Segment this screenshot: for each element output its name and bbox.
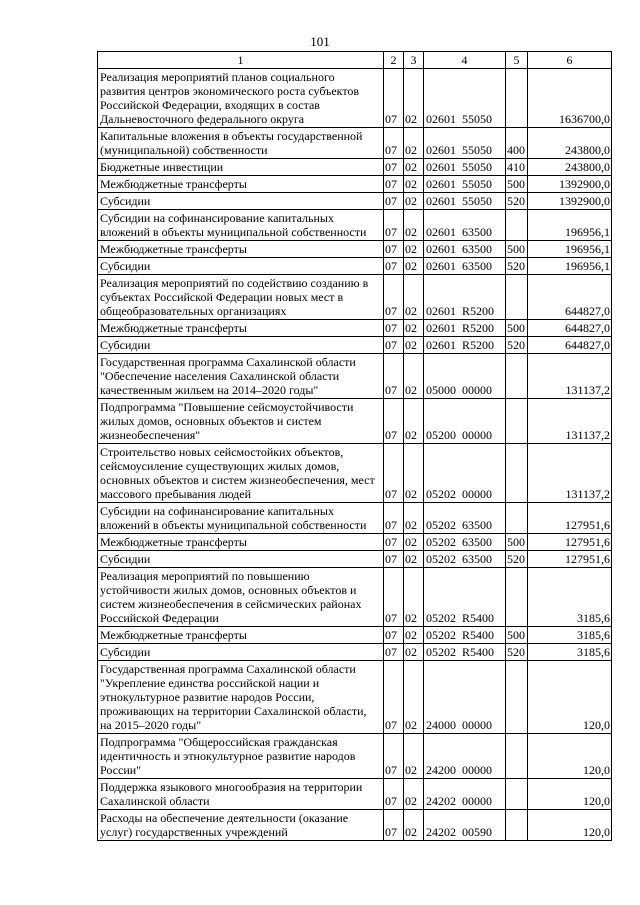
subsection-code: 02: [404, 661, 424, 734]
target-article-program: 02601: [426, 112, 456, 126]
table-header-row: [98, 52, 612, 69]
amount: 127951,6: [528, 534, 612, 551]
target-article-direction: 63500: [462, 259, 492, 273]
expense-type-code: [506, 503, 528, 534]
expense-type-code: [506, 661, 528, 734]
table-row: [98, 320, 612, 337]
target-article-code: [424, 320, 506, 337]
amount: 120,0: [528, 734, 612, 779]
target-article-program: 24202: [426, 825, 456, 839]
expense-type-code: 520: [506, 644, 528, 661]
table-row: [98, 337, 612, 354]
target-article-code: [424, 193, 506, 210]
section-code: 07: [384, 176, 404, 193]
target-article-code: [424, 159, 506, 176]
header-cell: 2: [384, 52, 404, 69]
item-name: Субсидии на софинансирование капитальных вложений в объекты муниципальной собственности: [98, 503, 384, 534]
subsection-code: 02: [404, 779, 424, 810]
target-article-program: 05202: [426, 552, 456, 566]
target-article-code: [424, 534, 506, 551]
section-code: 07: [384, 551, 404, 568]
section-code: 07: [384, 779, 404, 810]
amount: 3185,6: [528, 644, 612, 661]
target-article-code: [424, 128, 506, 159]
section-code: 07: [384, 128, 404, 159]
amount: 1636700,0: [528, 69, 612, 128]
item-name: Реализация мероприятий планов социального развития центров экономического роста субъектов Российской Федерации, входящих в состав Дальневосточного федерального округа: [98, 69, 384, 128]
table-row: [98, 210, 612, 241]
expense-type-code: [506, 568, 528, 627]
target-article-code: [424, 176, 506, 193]
target-article-program: 05202: [426, 518, 456, 532]
target-article-direction: 63500: [462, 242, 492, 256]
amount: 120,0: [528, 661, 612, 734]
section-code: 07: [384, 644, 404, 661]
item-name: Государственная программа Сахалинской области "Обеспечение населения Сахалинской области качественным жильем на 2014–2020 годы": [98, 354, 384, 399]
target-article-program: 05202: [426, 611, 456, 625]
table-row: [98, 734, 612, 779]
subsection-code: 02: [404, 534, 424, 551]
target-article-code: [424, 354, 506, 399]
table-row: [98, 176, 612, 193]
target-article-code: [424, 210, 506, 241]
section-code: 07: [384, 503, 404, 534]
item-name: Строительство новых сейсмостойких объектов, сейсмоусиление существующих жилых домов, основных объектов и систем жизнеобеспечения, мест массового пребывания людей: [98, 444, 384, 503]
item-name: Поддержка языкового многообразия на территории Сахалинской области: [98, 779, 384, 810]
subsection-code: 02: [404, 241, 424, 258]
amount: 3185,6: [528, 627, 612, 644]
subsection-code: 02: [404, 69, 424, 128]
target-article-direction: 55050: [462, 160, 492, 174]
section-code: 07: [384, 275, 404, 320]
subsection-code: 02: [404, 159, 424, 176]
expense-type-code: 400: [506, 128, 528, 159]
target-article-code: [424, 337, 506, 354]
amount: 1392900,0: [528, 176, 612, 193]
item-name: Межбюджетные трансферты: [98, 176, 384, 193]
expense-type-code: 500: [506, 320, 528, 337]
amount: 644827,0: [528, 337, 612, 354]
table-row: [98, 399, 612, 444]
target-article-program: 24000: [426, 718, 456, 732]
expense-type-code: 500: [506, 241, 528, 258]
target-article-program: 05000: [426, 383, 456, 397]
target-article-code: [424, 399, 506, 444]
target-article-program: 05202: [426, 628, 456, 642]
table-row: [98, 627, 612, 644]
section-code: 07: [384, 337, 404, 354]
target-article-direction: 00000: [462, 487, 492, 501]
subsection-code: 02: [404, 627, 424, 644]
page-number: 101: [310, 34, 330, 49]
table-row: [98, 193, 612, 210]
section-code: 07: [384, 210, 404, 241]
amount: 1392900,0: [528, 193, 612, 210]
target-article-direction: 55050: [462, 143, 492, 157]
item-name: Межбюджетные трансферты: [98, 627, 384, 644]
section-code: 07: [384, 661, 404, 734]
subsection-code: 02: [404, 176, 424, 193]
expense-type-code: 520: [506, 193, 528, 210]
item-name: Субсидии: [98, 258, 384, 275]
expense-type-code: 410: [506, 159, 528, 176]
item-name: Реализация мероприятий по повышению устойчивости жилых домов, основных объектов и систем жизнеобеспечения в сейсмических районах Российской Федерации: [98, 568, 384, 627]
amount: 127951,6: [528, 551, 612, 568]
target-article-program: 02601: [426, 338, 456, 352]
target-article-direction: R5200: [462, 321, 495, 335]
header-cell: 6: [528, 52, 612, 69]
expense-type-code: [506, 399, 528, 444]
target-article-code: [424, 661, 506, 734]
table-row: [98, 779, 612, 810]
subsection-code: 02: [404, 399, 424, 444]
subsection-code: 02: [404, 444, 424, 503]
target-article-direction: 63500: [462, 225, 492, 239]
subsection-code: 02: [404, 275, 424, 320]
amount: 127951,6: [528, 503, 612, 534]
table-row: [98, 241, 612, 258]
target-article-direction: R5400: [462, 628, 495, 642]
target-article-direction: 00000: [462, 794, 492, 808]
amount: 131137,2: [528, 354, 612, 399]
item-name: Подпрограмма "Общероссийская гражданская идентичность и этнокультурное развитие народов России": [98, 734, 384, 779]
header-cell: 1: [98, 52, 384, 69]
target-article-direction: 00590: [462, 825, 492, 839]
subsection-code: 02: [404, 337, 424, 354]
target-article-program: 24202: [426, 794, 456, 808]
section-code: 07: [384, 320, 404, 337]
target-article-program: 05200: [426, 428, 456, 442]
expense-type-code: [506, 275, 528, 320]
target-article-direction: R5200: [462, 338, 495, 352]
target-article-code: [424, 258, 506, 275]
budget-table: [97, 51, 612, 841]
subsection-code: 02: [404, 644, 424, 661]
table-row: [98, 444, 612, 503]
amount: 644827,0: [528, 275, 612, 320]
subsection-code: 02: [404, 503, 424, 534]
target-article-code: [424, 503, 506, 534]
target-article-program: 02601: [426, 225, 456, 239]
table-row: [98, 568, 612, 627]
section-code: 07: [384, 354, 404, 399]
subsection-code: 02: [404, 210, 424, 241]
table-row: [98, 275, 612, 320]
section-code: 07: [384, 399, 404, 444]
target-article-code: [424, 779, 506, 810]
target-article-direction: 55050: [462, 194, 492, 208]
target-article-program: 02601: [426, 321, 456, 335]
item-name: Подпрограмма "Повышение сейсмоустойчивости жилых домов, основных объектов и систем жизнеобеспечения": [98, 399, 384, 444]
table-row: [98, 534, 612, 551]
amount: 120,0: [528, 779, 612, 810]
item-name: Межбюджетные трансферты: [98, 241, 384, 258]
target-article-direction: 63500: [462, 535, 492, 549]
expense-type-code: [506, 444, 528, 503]
section-code: 07: [384, 159, 404, 176]
amount: 196956,1: [528, 241, 612, 258]
item-name: Расходы на обеспечение деятельности (оказание услуг) государственных учреждений: [98, 810, 384, 841]
item-name: Межбюджетные трансферты: [98, 320, 384, 337]
item-name: Межбюджетные трансферты: [98, 534, 384, 551]
subsection-code: 02: [404, 193, 424, 210]
target-article-code: [424, 810, 506, 841]
section-code: 07: [384, 534, 404, 551]
amount: 243800,0: [528, 128, 612, 159]
target-article-direction: 00000: [462, 428, 492, 442]
expense-type-code: [506, 734, 528, 779]
target-article-program: 02601: [426, 304, 456, 318]
header-cell: 4: [424, 52, 506, 69]
table-row: [98, 503, 612, 534]
item-name: Бюджетные инвестиции: [98, 159, 384, 176]
target-article-direction: 00000: [462, 383, 492, 397]
table-row: [98, 810, 612, 841]
section-code: 07: [384, 627, 404, 644]
item-name: Субсидии: [98, 644, 384, 661]
target-article-program: 02601: [426, 177, 456, 191]
target-article-program: 24200: [426, 763, 456, 777]
expense-type-code: [506, 210, 528, 241]
item-name: Субсидии: [98, 193, 384, 210]
table-row: [98, 159, 612, 176]
target-article-code: [424, 551, 506, 568]
target-article-program: 02601: [426, 194, 456, 208]
expense-type-code: [506, 69, 528, 128]
section-code: 07: [384, 568, 404, 627]
table-row: [98, 354, 612, 399]
target-article-direction: R5400: [462, 611, 495, 625]
item-name: Субсидии: [98, 551, 384, 568]
amount: 196956,1: [528, 258, 612, 275]
target-article-direction: R5400: [462, 645, 495, 659]
expense-type-code: 500: [506, 627, 528, 644]
target-article-program: 05202: [426, 487, 456, 501]
target-article-direction: 00000: [462, 763, 492, 777]
target-article-code: [424, 241, 506, 258]
target-article-direction: 00000: [462, 718, 492, 732]
table-row: [98, 128, 612, 159]
expense-type-code: 500: [506, 176, 528, 193]
expense-type-code: [506, 779, 528, 810]
table-row: [98, 69, 612, 128]
subsection-code: 02: [404, 354, 424, 399]
expense-type-code: [506, 354, 528, 399]
table-row: [98, 644, 612, 661]
target-article-direction: 55050: [462, 112, 492, 126]
subsection-code: 02: [404, 810, 424, 841]
target-article-code: [424, 644, 506, 661]
header-cell: 3: [404, 52, 424, 69]
expense-type-code: [506, 810, 528, 841]
expense-type-code: 520: [506, 551, 528, 568]
subsection-code: 02: [404, 551, 424, 568]
target-article-program: 02601: [426, 160, 456, 174]
subsection-code: 02: [404, 734, 424, 779]
item-name: Реализация мероприятий по содействию созданию в субъектах Российской Федерации новых мест в общеобразовательных организациях: [98, 275, 384, 320]
section-code: 07: [384, 734, 404, 779]
item-name: Капитальные вложения в объекты государственной (муниципальной) собственности: [98, 128, 384, 159]
item-name: Субсидии: [98, 337, 384, 354]
table-row: [98, 258, 612, 275]
item-name: Субсидии на софинансирование капитальных вложений в объекты муниципальной собственности: [98, 210, 384, 241]
target-article-code: [424, 69, 506, 128]
target-article-direction: 63500: [462, 552, 492, 566]
target-article-program: 02601: [426, 259, 456, 273]
item-name: Государственная программа Сахалинской области "Укрепление единства российской нации и этнокультурное развитие народов России, проживающих на территории Сахалинской области, на 2015–2020 годы": [98, 661, 384, 734]
table-row: [98, 551, 612, 568]
target-article-program: 02601: [426, 242, 456, 256]
subsection-code: 02: [404, 258, 424, 275]
amount: 131137,2: [528, 444, 612, 503]
target-article-code: [424, 275, 506, 320]
section-code: 07: [384, 444, 404, 503]
amount: 120,0: [528, 810, 612, 841]
expense-type-code: 520: [506, 337, 528, 354]
section-code: 07: [384, 258, 404, 275]
target-article-direction: R5200: [462, 304, 495, 318]
amount: 196956,1: [528, 210, 612, 241]
subsection-code: 02: [404, 320, 424, 337]
target-article-direction: 63500: [462, 518, 492, 532]
target-article-code: [424, 734, 506, 779]
target-article-code: [424, 568, 506, 627]
header-cell: 5: [506, 52, 528, 69]
section-code: 07: [384, 193, 404, 210]
section-code: 07: [384, 69, 404, 128]
expense-type-code: 520: [506, 258, 528, 275]
section-code: 07: [384, 810, 404, 841]
target-article-program: 02601: [426, 143, 456, 157]
section-code: 07: [384, 241, 404, 258]
target-article-program: 05202: [426, 645, 456, 659]
table-row: [98, 661, 612, 734]
target-article-direction: 55050: [462, 177, 492, 191]
amount: 131137,2: [528, 399, 612, 444]
amount: 243800,0: [528, 159, 612, 176]
amount: 3185,6: [528, 568, 612, 627]
subsection-code: 02: [404, 128, 424, 159]
target-article-code: [424, 627, 506, 644]
target-article-program: 05202: [426, 535, 456, 549]
target-article-code: [424, 444, 506, 503]
expense-type-code: 500: [506, 534, 528, 551]
amount: 644827,0: [528, 320, 612, 337]
subsection-code: 02: [404, 568, 424, 627]
